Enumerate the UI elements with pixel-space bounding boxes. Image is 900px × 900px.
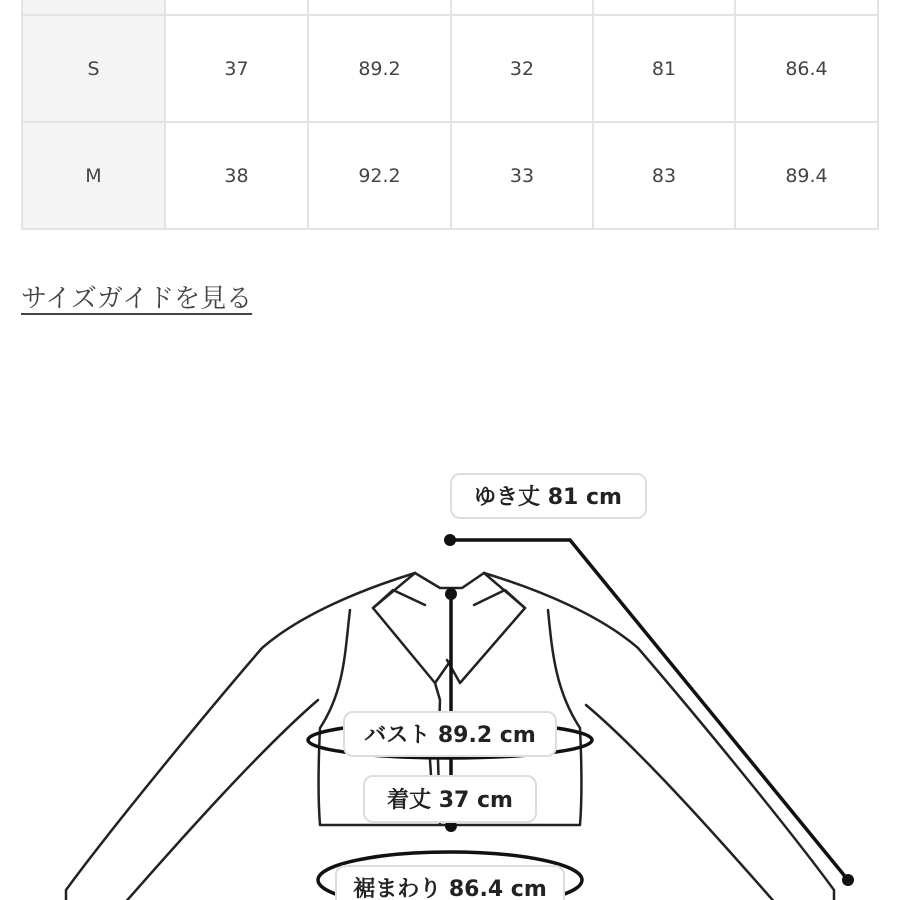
- table-cell: 37: [165, 15, 308, 122]
- table-cell: 81: [593, 15, 735, 122]
- hem-label: 裾まわり 86.4 cm: [353, 877, 547, 900]
- table-cell: 32: [451, 15, 593, 122]
- table-cell: 92.2: [308, 122, 451, 229]
- table-cell: 83: [593, 122, 735, 229]
- table-cell: 89.2: [308, 15, 451, 122]
- bust-label-box: [344, 712, 556, 756]
- yuki-label-box: [451, 474, 646, 518]
- table-cell: 86.4: [735, 15, 878, 122]
- size-label: M: [22, 122, 165, 229]
- table-cell: 38: [165, 122, 308, 229]
- table-cell: 89.4: [735, 122, 878, 229]
- size-guide-link[interactable]: サイズガイドを見る: [21, 284, 253, 314]
- yuki-label: ゆき丈 81 cm: [474, 485, 622, 510]
- bust-label: バスト 89.2 cm: [364, 723, 536, 748]
- length-label-box: [364, 776, 536, 822]
- size-label: S: [22, 15, 165, 122]
- measurement-dots: [444, 534, 854, 886]
- hem-label-box: [336, 866, 564, 900]
- table-cell: 33: [451, 122, 593, 229]
- length-label: 着丈 37 cm: [387, 788, 513, 813]
